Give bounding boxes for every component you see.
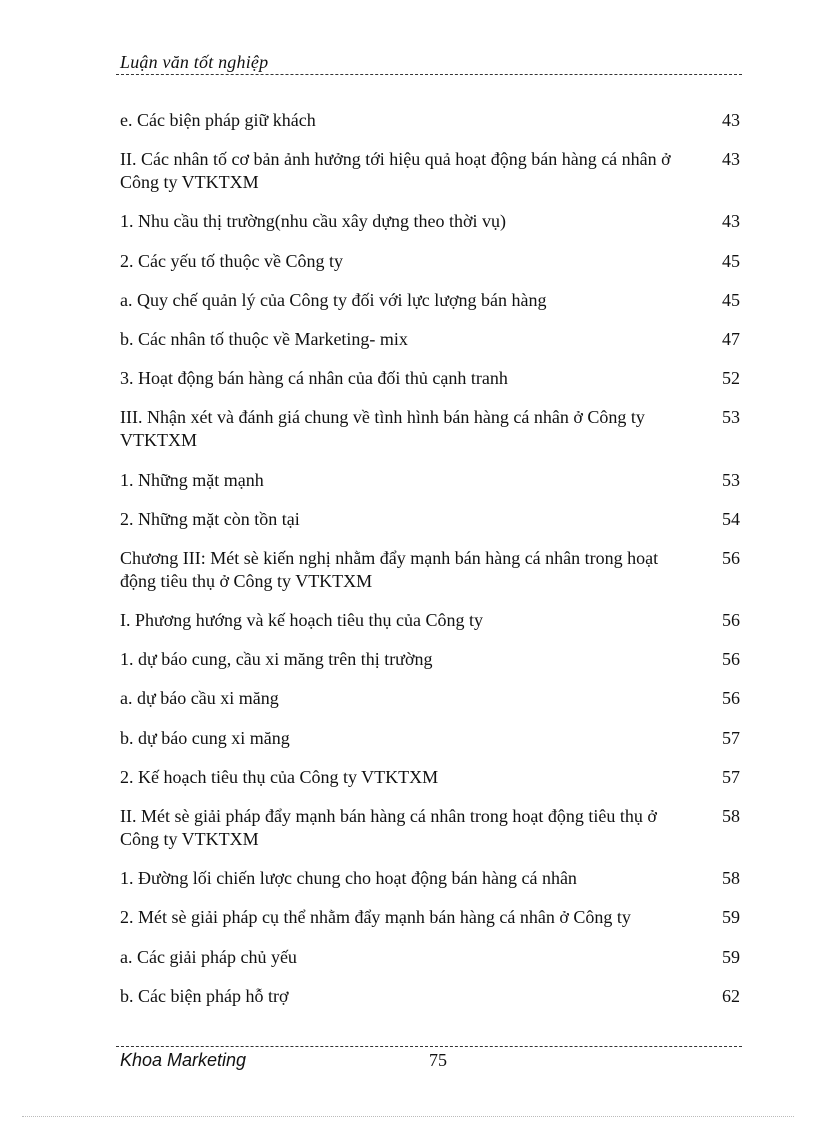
toc-entry-text: Chương III: Mét sè kiến nghị nhằm đẩy mạnh bán hàng cá nhân trong hoạt động tiêu thụ ở Công ty VTKTXM [120, 547, 659, 591]
toc-entry [120, 687, 740, 710]
toc-entry-page: 59 [722, 907, 740, 928]
toc-entry-text: a. Quy chế quản lý của Công ty đối với lực lượng bán hàng [120, 289, 547, 310]
toc-entry-text: 1. Nhu cầu thị trường(nhu cầu xây dựng theo thời vụ) [120, 211, 506, 232]
toc-entry-text: a. dự báo cầu xi măng [120, 688, 279, 709]
toc-entry-page: 58 [722, 868, 740, 889]
toc-entry [120, 328, 740, 351]
toc-entry [120, 766, 740, 789]
footer-department: Khoa Marketing [120, 1050, 247, 1070]
toc-entry-page: 56 [722, 688, 740, 709]
toc-entry-page: 52 [722, 368, 740, 389]
toc-entry [120, 109, 740, 132]
toc-entry [120, 508, 740, 531]
table-of-contents [120, 109, 740, 1024]
toc-entry [120, 648, 740, 671]
toc-entry-page: 56 [722, 610, 740, 631]
toc-entry [120, 609, 740, 632]
toc-entry-page: 47 [722, 328, 740, 349]
header-divider [116, 74, 742, 75]
footer-page-number: 75 [429, 1050, 447, 1070]
toc-entry [120, 805, 740, 851]
page-edge-divider [22, 1116, 794, 1117]
toc-entry-page: 43 [722, 211, 740, 232]
toc-entry-text: 2. Kế hoạch tiêu thụ của Công ty VTKTXM [120, 766, 439, 787]
toc-entry [120, 210, 740, 233]
toc-entry-text: 2. Các yếu tố thuộc về Công ty [120, 250, 343, 271]
toc-entry-page: 56 [722, 547, 740, 568]
toc-entry-text: I. Phương hướng và kế hoạch tiêu thụ của Công ty [120, 610, 483, 631]
toc-entry-page: 57 [722, 727, 740, 748]
toc-entry-text: II. Mét sè giải pháp đẩy mạnh bán hàng cá nhân trong hoạt động tiêu thụ ở Công ty VTKTXM [120, 806, 657, 849]
toc-entry [120, 727, 740, 750]
toc-entry [120, 469, 740, 492]
toc-entry-text: 1. Những mặt mạnh [120, 469, 264, 490]
toc-entry-page: 45 [722, 250, 740, 271]
toc-entry [120, 406, 740, 452]
toc-entry [120, 547, 740, 593]
toc-entry [120, 985, 740, 1008]
toc-entry-text: 2. Những mặt còn tồn tại [120, 508, 300, 529]
toc-entry-text: b. dự báo cung xi măng [120, 727, 290, 748]
toc-entry-page: 53 [722, 469, 740, 490]
toc-entry-page: 43 [722, 110, 740, 130]
toc-entry-page: 58 [722, 806, 740, 826]
toc-entry-page: 45 [722, 289, 740, 310]
toc-entry-page: 43 [722, 149, 740, 170]
toc-entry [120, 906, 740, 929]
toc-entry [120, 946, 740, 969]
toc-entry-page: 59 [722, 946, 740, 967]
toc-entry-text: 1. Đường lối chiến lược chung cho hoạt động bán hàng cá nhân [120, 868, 577, 889]
toc-entry [120, 289, 740, 312]
page-header-title: Luận văn tốt nghiệp [120, 52, 269, 72]
footer-divider [116, 1046, 742, 1047]
toc-entry-page: 57 [722, 766, 740, 787]
toc-entry-page: 53 [722, 407, 740, 428]
toc-entry-page: 56 [722, 649, 740, 670]
toc-entry-text: 2. Mét sè giải pháp cụ thể nhằm đẩy mạnh bán hàng cá nhân ở Công ty [120, 907, 631, 928]
toc-entry-text: b. Các biện pháp hỗ trợ [120, 985, 289, 1006]
toc-entry-text: a. Các giải pháp chủ yếu [120, 946, 297, 967]
toc-entry-text: b. Các nhân tố thuộc về Marketing- mix [120, 328, 408, 349]
toc-entry-text: II. Các nhân tố cơ bản ảnh hưởng tới hiệu quả hoạt động bán hàng cá nhân ở Công ty VTKTXM [120, 149, 671, 193]
toc-entry-page: 54 [722, 508, 740, 529]
toc-entry-text: 3. Hoạt động bán hàng cá nhân của đối thủ cạnh tranh [120, 368, 508, 389]
toc-entry-text: 1. dự báo cung, cầu xi măng trên thị trường [120, 649, 433, 670]
toc-entry [120, 867, 740, 890]
toc-entry-text: III. Nhận xét và đánh giá chung về tình hình bán hàng cá nhân ở Công ty VTKTXM [120, 407, 645, 451]
toc-entry [120, 367, 740, 390]
toc-entry-page: 62 [722, 985, 740, 1006]
toc-entry-text: e. Các biện pháp giữ khách [120, 110, 316, 130]
toc-entry [120, 148, 740, 194]
toc-entry [120, 250, 740, 273]
